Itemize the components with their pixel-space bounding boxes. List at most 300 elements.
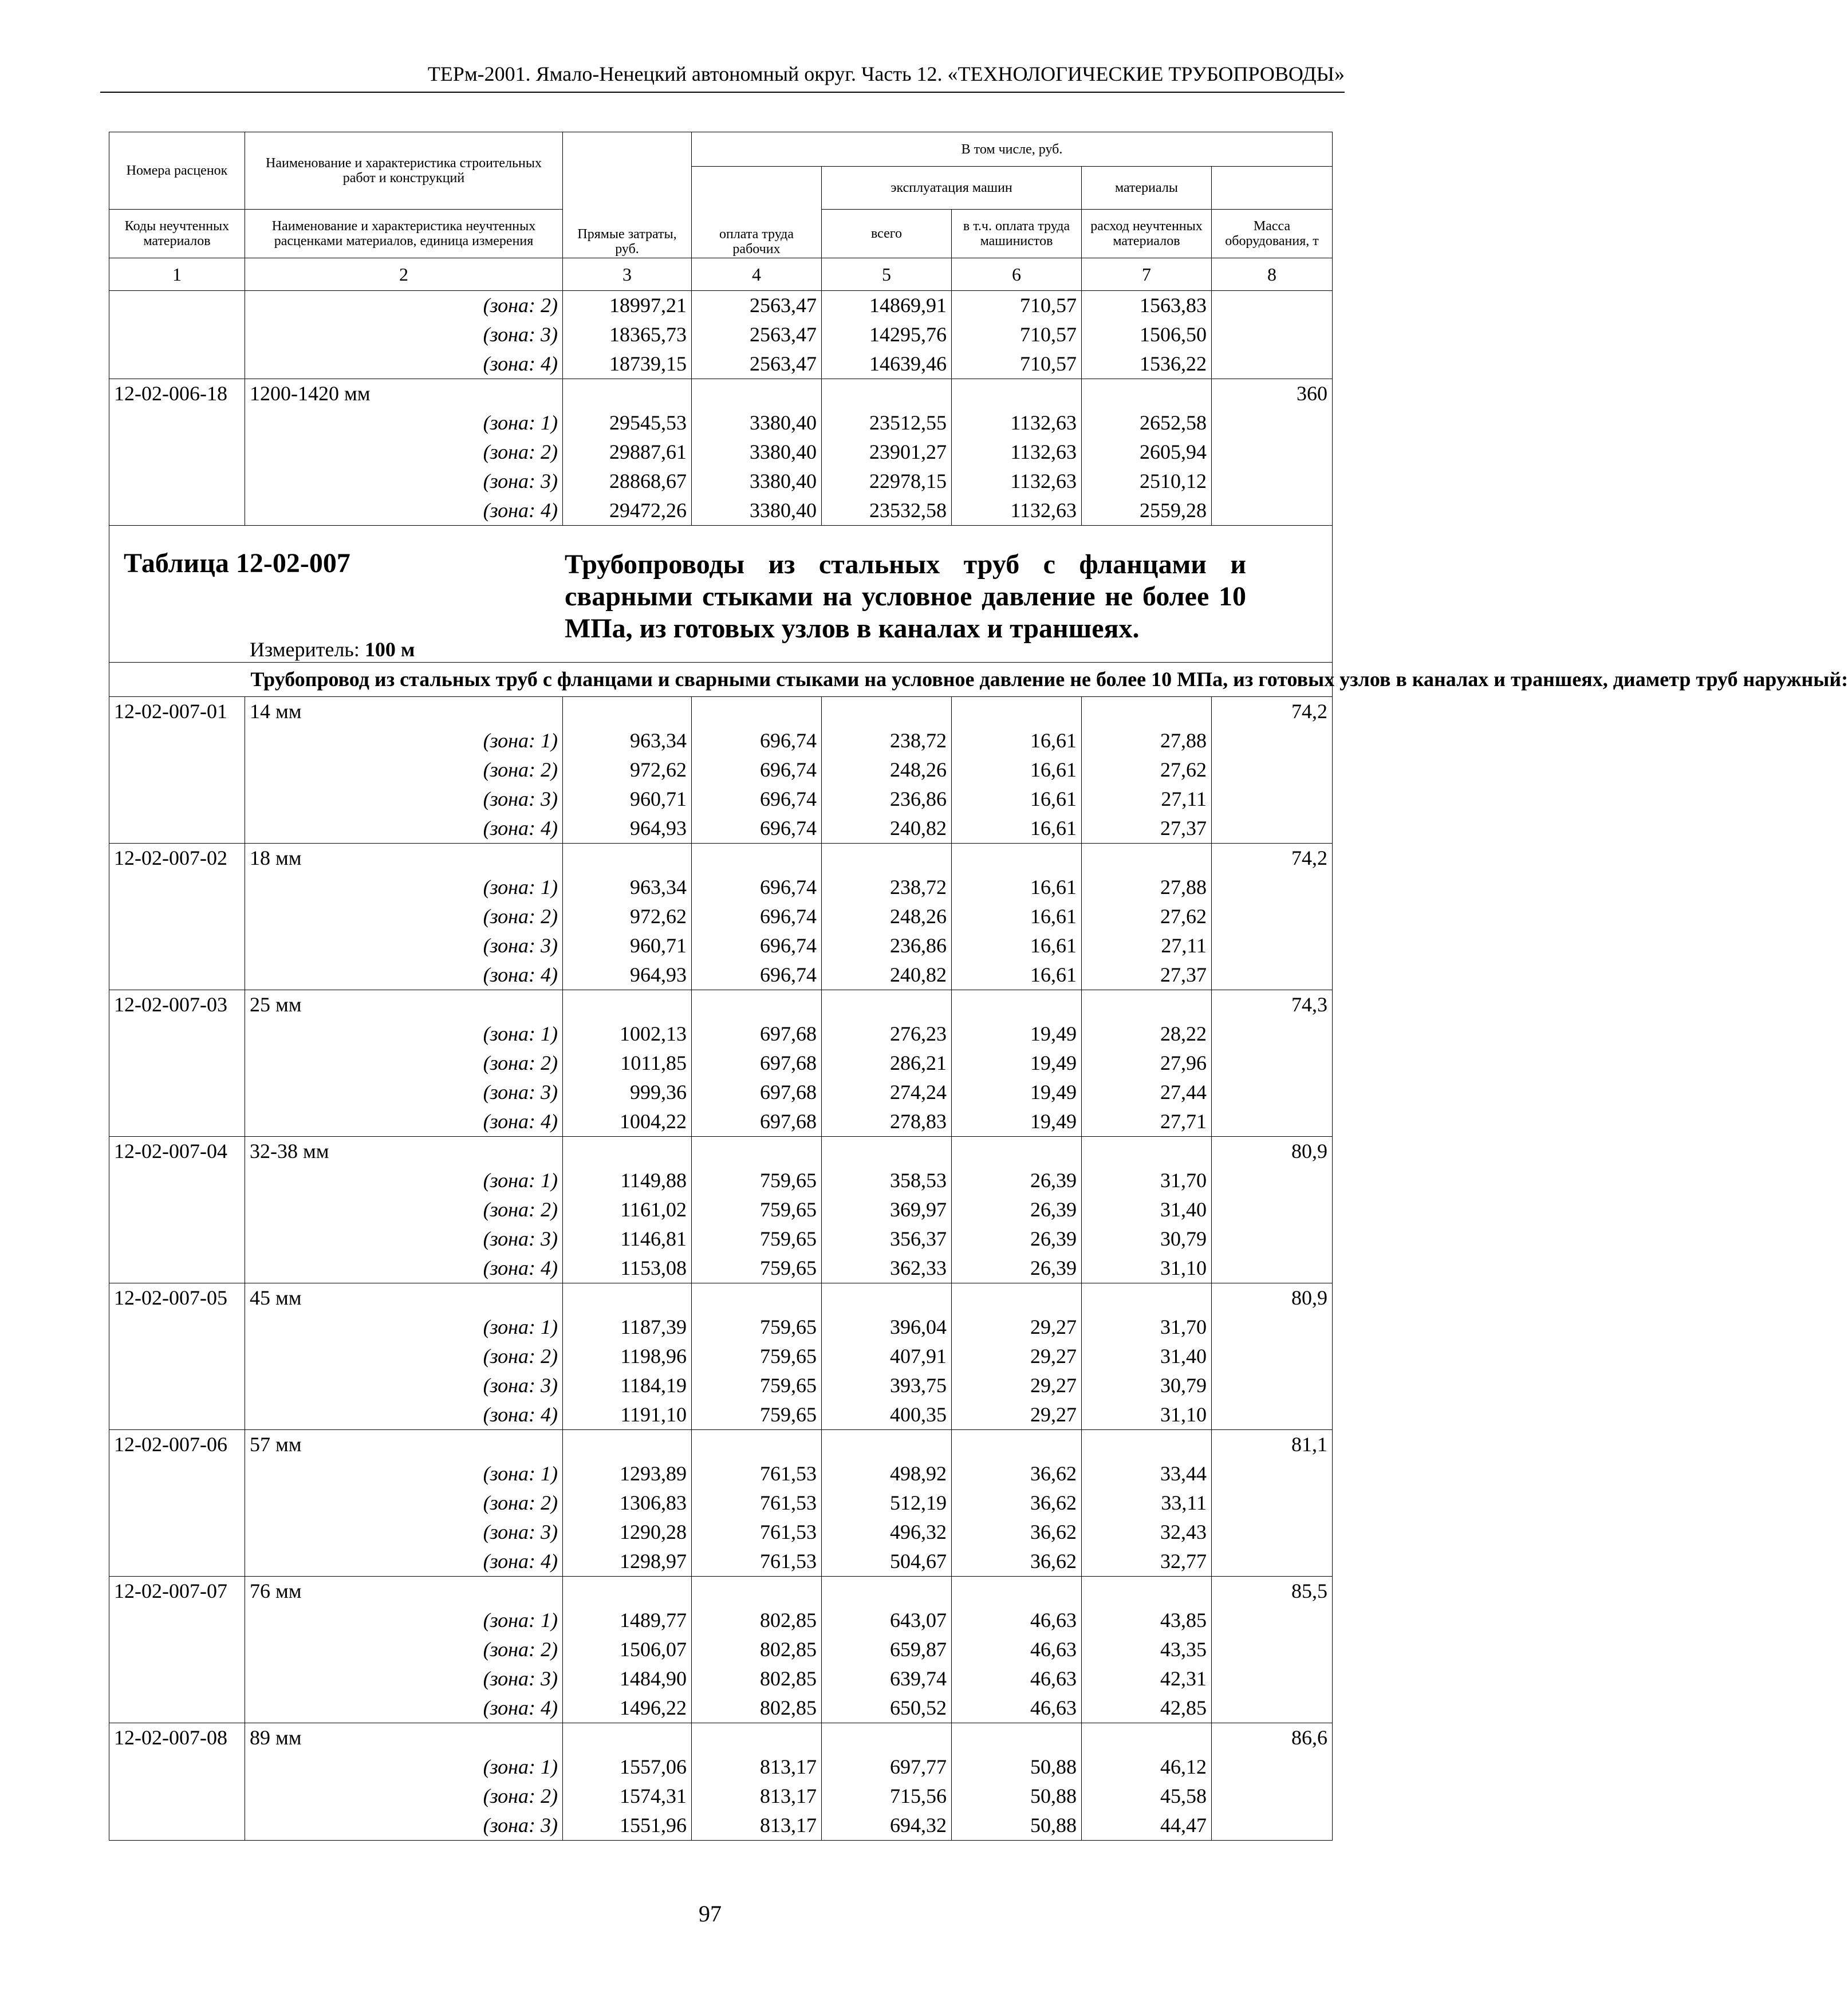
value-cell: 19,49 — [952, 1019, 1082, 1049]
labor-cell-empty — [1212, 726, 1333, 755]
value-cell: 1002,13 — [563, 1019, 692, 1049]
value-cell: 46,12 — [1082, 1752, 1212, 1782]
value-cell: 29887,61 — [563, 438, 692, 467]
code-cell-empty — [109, 1400, 245, 1430]
zone-label: (зона: 4) — [245, 1107, 563, 1137]
col-materials-usage: расход неучтенных материалов — [1082, 210, 1212, 258]
zone-label: (зона: 4) — [245, 1547, 563, 1577]
zone-row — [109, 1400, 1333, 1430]
rate-row — [109, 990, 1333, 1020]
rate-name: 25 мм — [245, 990, 563, 1020]
empty-cell — [952, 990, 1082, 1020]
value-cell: 36,62 — [952, 1459, 1082, 1488]
value-cell: 27,88 — [1082, 726, 1212, 755]
empty-cell — [1082, 697, 1212, 727]
value-cell: 1506,07 — [563, 1635, 692, 1664]
rate-code: 12-02-007-06 — [109, 1430, 245, 1460]
zone-label: (зона: 1) — [245, 1606, 563, 1635]
empty-cell — [692, 1430, 822, 1460]
value-cell: 14295,76 — [822, 320, 952, 349]
zone-row — [109, 1166, 1333, 1195]
value-cell: 238,72 — [822, 726, 952, 755]
code-cell-empty — [109, 1459, 245, 1488]
value-cell: 696,74 — [692, 726, 822, 755]
empty-cell — [692, 844, 822, 873]
empty-cell — [692, 1283, 822, 1313]
value-cell: 1132,63 — [952, 467, 1082, 496]
value-cell: 1132,63 — [952, 438, 1082, 467]
code-cell-empty — [109, 1049, 245, 1078]
zone-label: (зона: 1) — [245, 1019, 563, 1049]
value-cell: 19,49 — [952, 1107, 1082, 1137]
rate-name: 57 мм — [245, 1430, 563, 1460]
value-cell: 999,36 — [563, 1078, 692, 1107]
zone-row — [109, 1488, 1333, 1518]
zone-label: (зона: 2) — [245, 1342, 563, 1371]
empty-cell — [952, 379, 1082, 409]
zone-label: (зона: 2) — [245, 1195, 563, 1224]
labor-cell-empty — [1212, 931, 1333, 960]
rate-row — [109, 1577, 1333, 1606]
column-number: 7 — [1082, 258, 1212, 291]
zone-row — [109, 873, 1333, 902]
value-cell: 27,11 — [1082, 931, 1212, 960]
zone-label: (зона: 2) — [245, 438, 563, 467]
labor-cell-empty — [1212, 1606, 1333, 1635]
code-cell-empty — [109, 1224, 245, 1254]
rate-name: 14 мм — [245, 697, 563, 727]
value-cell: 46,63 — [952, 1664, 1082, 1693]
value-cell: 1506,50 — [1082, 320, 1212, 349]
value-cell: 26,39 — [952, 1195, 1082, 1224]
value-cell: 1290,28 — [563, 1518, 692, 1547]
empty-cell — [563, 1283, 692, 1313]
value-cell: 960,71 — [563, 931, 692, 960]
rate-code: 12-02-007-08 — [109, 1723, 245, 1753]
value-cell: 27,37 — [1082, 814, 1212, 844]
column-number: 3 — [563, 258, 692, 291]
value-cell: 29,27 — [952, 1313, 1082, 1342]
labor-cost: 80,9 — [1212, 1283, 1333, 1313]
value-cell: 1004,22 — [563, 1107, 692, 1137]
zone-row — [109, 1107, 1333, 1137]
zone-row — [109, 1313, 1333, 1342]
value-cell: 696,74 — [692, 902, 822, 931]
value-cell: 759,65 — [692, 1313, 822, 1342]
rate-code: 12-02-007-03 — [109, 990, 245, 1020]
code-cell-empty — [109, 814, 245, 844]
value-cell: 696,74 — [692, 755, 822, 785]
value-cell: 964,93 — [563, 960, 692, 990]
value-cell: 31,70 — [1082, 1313, 1212, 1342]
value-cell: 759,65 — [692, 1400, 822, 1430]
col-machinist-wages: в т.ч. оплата труда машинистов — [952, 210, 1082, 258]
zone-row — [109, 1254, 1333, 1283]
value-cell: 14639,46 — [822, 349, 952, 379]
labor-cell-empty — [1212, 814, 1333, 844]
rate-row — [109, 1283, 1333, 1313]
col-codes-unaccounted: Коды неучтенных материалов — [109, 210, 245, 258]
value-cell: 23901,27 — [822, 438, 952, 467]
value-cell: 813,17 — [692, 1811, 822, 1841]
value-cell: 50,88 — [952, 1782, 1082, 1811]
value-cell: 3380,40 — [692, 438, 822, 467]
header-rule — [100, 92, 1345, 93]
labor-cell-empty — [1212, 1693, 1333, 1723]
empty-cell — [822, 697, 952, 727]
code-cell-empty — [109, 902, 245, 931]
value-cell: 29,27 — [952, 1400, 1082, 1430]
value-cell: 1557,06 — [563, 1752, 692, 1782]
value-cell: 960,71 — [563, 785, 692, 814]
value-cell: 1563,83 — [1082, 291, 1212, 321]
value-cell: 1536,22 — [1082, 349, 1212, 379]
code-cell-empty — [109, 1752, 245, 1782]
value-cell: 2559,28 — [1082, 496, 1212, 526]
column-number: 4 — [692, 258, 822, 291]
zone-label: (зона: 2) — [245, 902, 563, 931]
empty-cell — [822, 1577, 952, 1606]
code-cell-empty — [109, 931, 245, 960]
value-cell: 27,37 — [1082, 960, 1212, 990]
value-cell: 362,33 — [822, 1254, 952, 1283]
value-cell: 16,61 — [952, 873, 1082, 902]
value-cell: 32,77 — [1082, 1547, 1212, 1577]
labor-cost: 74,2 — [1212, 697, 1333, 727]
zone-label: (зона: 2) — [245, 755, 563, 785]
value-cell: 496,32 — [822, 1518, 952, 1547]
code-cell-empty — [109, 1488, 245, 1518]
rate-code: 12-02-007-05 — [109, 1283, 245, 1313]
value-cell: 1298,97 — [563, 1547, 692, 1577]
value-cell: 1496,22 — [563, 1693, 692, 1723]
value-cell: 26,39 — [952, 1224, 1082, 1254]
value-cell: 696,74 — [692, 960, 822, 990]
value-cell: 286,21 — [822, 1049, 952, 1078]
value-cell: 802,85 — [692, 1664, 822, 1693]
value-cell: 36,62 — [952, 1488, 1082, 1518]
value-cell: 19,49 — [952, 1078, 1082, 1107]
value-cell: 16,61 — [952, 785, 1082, 814]
value-cell: 1306,83 — [563, 1488, 692, 1518]
value-cell: 31,70 — [1082, 1166, 1212, 1195]
code-cell-empty — [109, 1166, 245, 1195]
labor-cell-empty — [1212, 1078, 1333, 1107]
labor-cell-empty — [1212, 1254, 1333, 1283]
empty-cell — [1082, 1577, 1212, 1606]
empty-cell — [1082, 1283, 1212, 1313]
zone-label: (зона: 3) — [245, 1811, 563, 1841]
value-cell: 45,58 — [1082, 1782, 1212, 1811]
labor-cell-empty — [1212, 1400, 1333, 1430]
value-cell: 759,65 — [692, 1224, 822, 1254]
labor-cell-empty — [1212, 1019, 1333, 1049]
value-cell: 1149,88 — [563, 1166, 692, 1195]
empty-cell — [822, 1137, 952, 1167]
value-cell: 512,19 — [822, 1488, 952, 1518]
value-cell: 26,39 — [952, 1166, 1082, 1195]
zone-row — [109, 438, 1333, 467]
value-cell: 761,53 — [692, 1459, 822, 1488]
measure-label: Измеритель: — [250, 638, 360, 661]
zone-row — [109, 1811, 1333, 1841]
value-cell: 963,34 — [563, 873, 692, 902]
value-cell: 1153,08 — [563, 1254, 692, 1283]
value-cell: 238,72 — [822, 873, 952, 902]
value-cell: 498,92 — [822, 1459, 952, 1488]
code-cell-empty — [109, 438, 245, 467]
labor-cell-empty — [1212, 1313, 1333, 1342]
zone-row — [109, 1782, 1333, 1811]
labor-cell-empty — [1212, 349, 1333, 379]
value-cell: 802,85 — [692, 1635, 822, 1664]
value-cell: 28868,67 — [563, 467, 692, 496]
empty-cell — [952, 1723, 1082, 1753]
labor-cell-empty — [1212, 902, 1333, 931]
value-cell: 16,61 — [952, 814, 1082, 844]
value-cell: 639,74 — [822, 1664, 952, 1693]
value-cell: 696,74 — [692, 785, 822, 814]
labor-cell-empty — [1212, 1224, 1333, 1254]
labor-cost: 360 — [1212, 379, 1333, 409]
zone-row — [109, 726, 1333, 755]
value-cell: 240,82 — [822, 960, 952, 990]
labor-cell-empty — [1212, 1782, 1333, 1811]
zone-row — [109, 408, 1333, 438]
empty-cell — [692, 1577, 822, 1606]
col-name-unaccounted: Наименование и характеристика неучтенных расценками материалов, единица измерения — [245, 210, 563, 258]
zone-row — [109, 1049, 1333, 1078]
value-cell: 802,85 — [692, 1693, 822, 1723]
value-cell: 50,88 — [952, 1811, 1082, 1841]
rate-name: 76 мм — [245, 1577, 563, 1606]
value-cell: 18739,15 — [563, 349, 692, 379]
rate-row — [109, 697, 1333, 727]
labor-cost: 86,6 — [1212, 1723, 1333, 1753]
col-machines-total: всего — [822, 210, 952, 258]
code-cell-empty — [109, 1107, 245, 1137]
empty-cell — [952, 1430, 1082, 1460]
value-cell: 759,65 — [692, 1371, 822, 1400]
zone-label: (зона: 2) — [245, 1488, 563, 1518]
value-cell: 43,35 — [1082, 1635, 1212, 1664]
value-cell: 28,22 — [1082, 1019, 1212, 1049]
labor-cost: 80,9 — [1212, 1137, 1333, 1167]
empty-cell — [563, 697, 692, 727]
value-cell: 31,10 — [1082, 1254, 1212, 1283]
empty-cell — [692, 1723, 822, 1753]
empty-cell — [822, 1723, 952, 1753]
value-cell: 278,83 — [822, 1107, 952, 1137]
zone-row — [109, 1664, 1333, 1693]
value-cell: 369,97 — [822, 1195, 952, 1224]
code-cell-empty — [109, 873, 245, 902]
empty-cell — [822, 1283, 952, 1313]
intro-row — [109, 663, 1333, 697]
value-cell: 2563,47 — [692, 349, 822, 379]
value-cell: 761,53 — [692, 1518, 822, 1547]
value-cell: 3380,40 — [692, 408, 822, 438]
empty-cell — [563, 1430, 692, 1460]
intro-text: Трубопровод из стальных труб с фланцами и сварными стыками на условное давление не более 10 МПа, из готовых узлов в каналах и траншеях, диаметр труб наружный: — [245, 663, 1333, 697]
value-cell: 697,68 — [692, 1019, 822, 1049]
value-cell: 963,34 — [563, 726, 692, 755]
zone-label: (зона: 1) — [245, 1752, 563, 1782]
value-cell: 972,62 — [563, 902, 692, 931]
price-table — [109, 132, 1848, 1841]
value-cell: 19,49 — [952, 1049, 1082, 1078]
labor-cell-empty — [1212, 1107, 1333, 1137]
zone-row — [109, 1518, 1333, 1547]
zone-label: (зона: 1) — [245, 1166, 563, 1195]
value-cell: 29472,26 — [563, 496, 692, 526]
value-cell: 802,85 — [692, 1606, 822, 1635]
value-cell: 42,31 — [1082, 1664, 1212, 1693]
zone-row — [109, 755, 1333, 785]
running-header: ТЕРм-2001. Ямало-Ненецкий автономный округ. Часть 12. «ТЕХНОЛОГИЧЕСКИЕ ТРУБОПРОВОДЫ» — [427, 62, 1345, 85]
zone-label: (зона: 3) — [245, 1224, 563, 1254]
value-cell: 30,79 — [1082, 1371, 1212, 1400]
zone-row — [109, 960, 1333, 990]
empty-cell — [952, 1577, 1082, 1606]
labor-cost: 74,2 — [1212, 844, 1333, 873]
value-cell: 27,71 — [1082, 1107, 1212, 1137]
value-cell: 813,17 — [692, 1752, 822, 1782]
value-cell: 33,11 — [1082, 1488, 1212, 1518]
value-cell: 504,67 — [822, 1547, 952, 1577]
value-cell: 3380,40 — [692, 467, 822, 496]
value-cell: 27,11 — [1082, 785, 1212, 814]
value-cell: 248,26 — [822, 755, 952, 785]
value-cell: 1187,39 — [563, 1313, 692, 1342]
value-cell: 27,96 — [1082, 1049, 1212, 1078]
zone-label: (зона: 4) — [245, 496, 563, 526]
value-cell: 697,68 — [692, 1078, 822, 1107]
empty-cell — [822, 844, 952, 873]
zone-row — [109, 1342, 1333, 1371]
value-cell: 1191,10 — [563, 1400, 692, 1430]
labor-cell-empty — [1212, 1049, 1333, 1078]
value-cell: 29,27 — [952, 1342, 1082, 1371]
zone-row — [109, 320, 1333, 349]
value-cell: 1551,96 — [563, 1811, 692, 1841]
rate-row — [109, 1137, 1333, 1167]
value-cell: 759,65 — [692, 1254, 822, 1283]
zone-row — [109, 291, 1333, 321]
value-cell: 16,61 — [952, 931, 1082, 960]
rate-name: 18 мм — [245, 844, 563, 873]
value-cell: 1161,02 — [563, 1195, 692, 1224]
zone-row — [109, 931, 1333, 960]
value-cell: 1198,96 — [563, 1342, 692, 1371]
value-cell: 1293,89 — [563, 1459, 692, 1488]
zone-row — [109, 1078, 1333, 1107]
empty-cell — [692, 1137, 822, 1167]
value-cell: 274,24 — [822, 1078, 952, 1107]
zone-label: (зона: 2) — [245, 1782, 563, 1811]
rate-row — [109, 1430, 1333, 1460]
value-cell: 2563,47 — [692, 320, 822, 349]
zone-row — [109, 814, 1333, 844]
empty-cell — [563, 844, 692, 873]
code-cell-empty — [109, 496, 245, 526]
zone-label: (зона: 3) — [245, 1078, 563, 1107]
value-cell: 696,74 — [692, 931, 822, 960]
zone-label: (зона: 3) — [245, 931, 563, 960]
value-cell: 697,68 — [692, 1107, 822, 1137]
value-cell: 29,27 — [952, 1371, 1082, 1400]
code-cell-empty — [109, 960, 245, 990]
value-cell: 18365,73 — [563, 320, 692, 349]
empty-cell — [692, 379, 822, 409]
empty-cell — [1082, 844, 1212, 873]
code-cell-empty — [109, 349, 245, 379]
value-cell: 27,44 — [1082, 1078, 1212, 1107]
value-cell: 761,53 — [692, 1488, 822, 1518]
code-cell-empty — [109, 1371, 245, 1400]
value-cell: 694,32 — [822, 1811, 952, 1841]
value-cell: 1184,19 — [563, 1371, 692, 1400]
value-cell: 696,74 — [692, 814, 822, 844]
empty-cell — [1082, 379, 1212, 409]
labor-cell-empty — [1212, 1811, 1333, 1841]
zone-row — [109, 1635, 1333, 1664]
value-cell: 22978,15 — [822, 467, 952, 496]
group-header: В том числе, руб. — [692, 132, 1333, 167]
value-cell: 32,43 — [1082, 1518, 1212, 1547]
code-cell-empty — [109, 1606, 245, 1635]
value-cell: 26,39 — [952, 1254, 1082, 1283]
value-cell: 18997,21 — [563, 291, 692, 321]
empty-cell — [563, 379, 692, 409]
code-cell-empty — [109, 1547, 245, 1577]
labor-cell-empty — [1212, 438, 1333, 467]
labor-cell-empty — [1212, 1342, 1333, 1371]
value-cell: 29545,53 — [563, 408, 692, 438]
column-number: 1 — [109, 258, 245, 291]
labor-cell-empty — [1212, 1488, 1333, 1518]
code-cell-empty — [109, 1254, 245, 1283]
rate-name: 32-38 мм — [245, 1137, 563, 1167]
code-cell-empty — [109, 1635, 245, 1664]
zone-label: (зона: 2) — [245, 291, 563, 321]
value-cell: 3380,40 — [692, 496, 822, 526]
rate-code: 12-02-006-18 — [109, 379, 245, 409]
labor-cost: 74,3 — [1212, 990, 1333, 1020]
value-cell: 33,44 — [1082, 1459, 1212, 1488]
zone-label: (зона: 1) — [245, 1459, 563, 1488]
zone-label: (зона: 4) — [245, 1254, 563, 1283]
value-cell: 1011,85 — [563, 1049, 692, 1078]
labor-cell-empty — [1212, 960, 1333, 990]
zone-row — [109, 496, 1333, 526]
zone-label: (зона: 1) — [245, 408, 563, 438]
labor-cell-empty — [1212, 1635, 1333, 1664]
empty-cell — [952, 844, 1082, 873]
zone-row — [109, 1752, 1333, 1782]
empty-cell — [822, 990, 952, 1020]
value-cell: 31,10 — [1082, 1400, 1212, 1430]
value-cell: 396,04 — [822, 1313, 952, 1342]
table-heading — [109, 526, 1332, 662]
value-cell: 356,37 — [822, 1224, 952, 1254]
value-cell: 759,65 — [692, 1166, 822, 1195]
value-cell: 36,62 — [952, 1518, 1082, 1547]
code-cell-empty — [109, 320, 245, 349]
value-cell: 236,86 — [822, 931, 952, 960]
rate-code: 12-02-007-04 — [109, 1137, 245, 1167]
value-cell: 43,85 — [1082, 1606, 1212, 1635]
